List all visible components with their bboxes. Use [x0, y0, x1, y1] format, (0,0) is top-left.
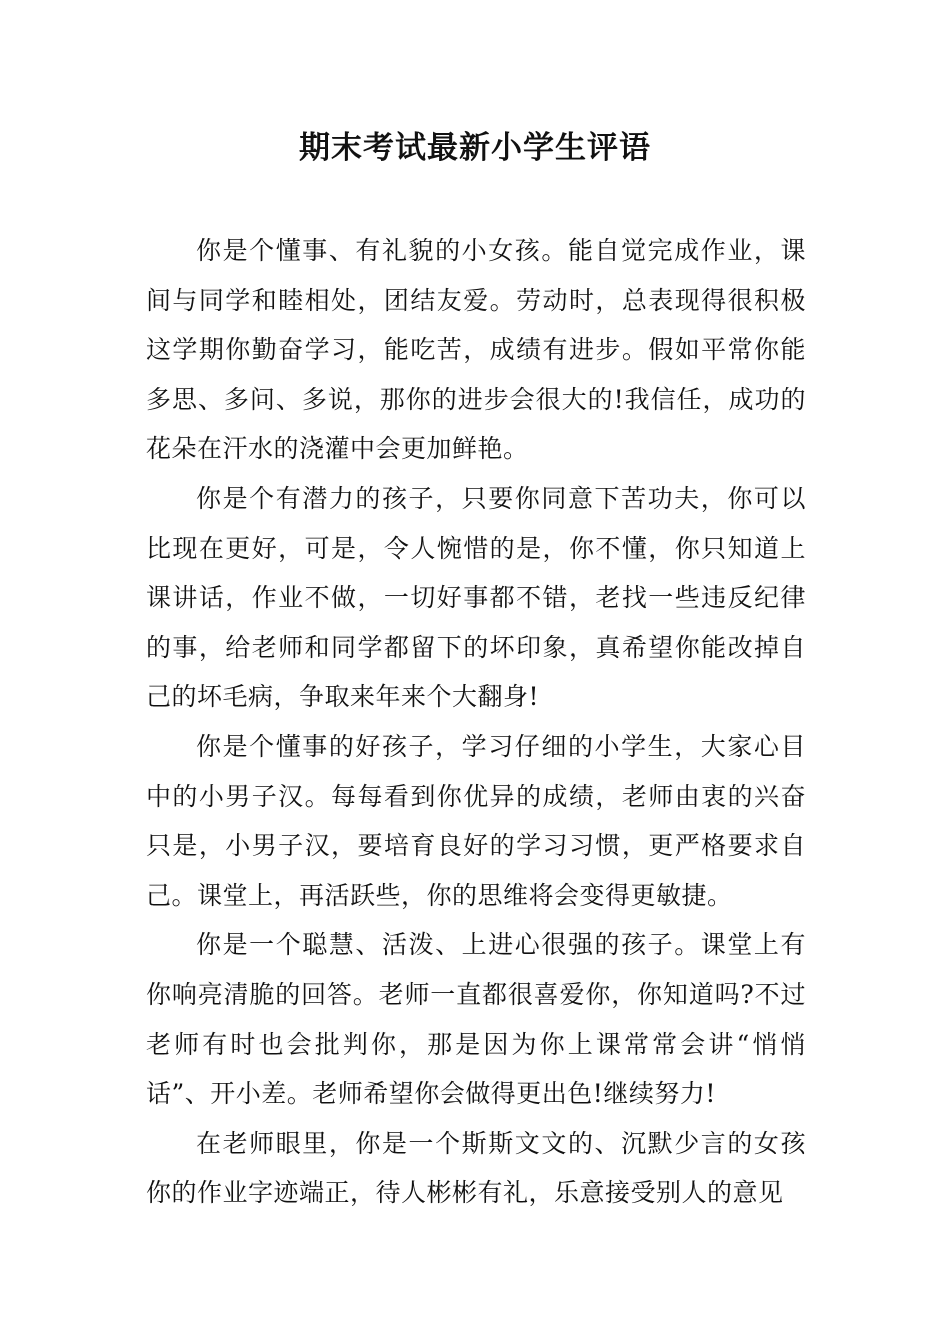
document-body: [146, 226, 806, 1218]
paragraph-1: 你是个懂事、有礼貌的小女孩。能自觉完成作业，课间与同学和睦相处，团结友爱。劳动时，总表现得很积极这学期你勤奋学习，能吃苦，成绩有进步。假如平常你能多思、多问、多说，那你的进步会很大的!我信任，成功的花朵在汗水的浇灌中会更加鲜艳。: [146, 236, 806, 464]
document-title: 期末考试最新小学生评语: [299, 130, 651, 166]
paragraph-4: 你是一个聪慧、活泼、上进心很强的孩子。课堂上有你响亮清脆的回答。老师一直都很喜爱你，你知道吗?不过老师有时也会批判你，那是因为你上课常常会讲“悄悄话”、开小差。老师希望你会做得更出色!继续努力!: [146, 930, 806, 1109]
paragraph-3: 你是个懂事的好孩子，学习仔细的小学生，大家心目中的小男子汉。每每看到你优异的成绩，老师由衷的兴奋只是，小男子汉，要培育良好的学习习惯，更严格要求自己。课堂上，再活跃些，你的思维将会变得更敏捷。: [146, 731, 806, 910]
paragraph-5: 在老师眼里，你是一个斯斯文文的、沉默少言的女孩你的作业字迹端正，待人彬彬有礼，乐意接受别人的意见: [146, 1128, 806, 1208]
paragraph-2: 你是个有潜力的孩子，只要你同意下苦功夫，你可以比现在更好，可是，令人惋惜的是，你不懂，你只知道上课讲话，作业不做，一切好事都不错，老找一些违反纪律的事，给老师和同学都留下的坏印象，真希望你能改掉自己的坏毛病，争取来年来个大翻身!: [146, 483, 806, 712]
